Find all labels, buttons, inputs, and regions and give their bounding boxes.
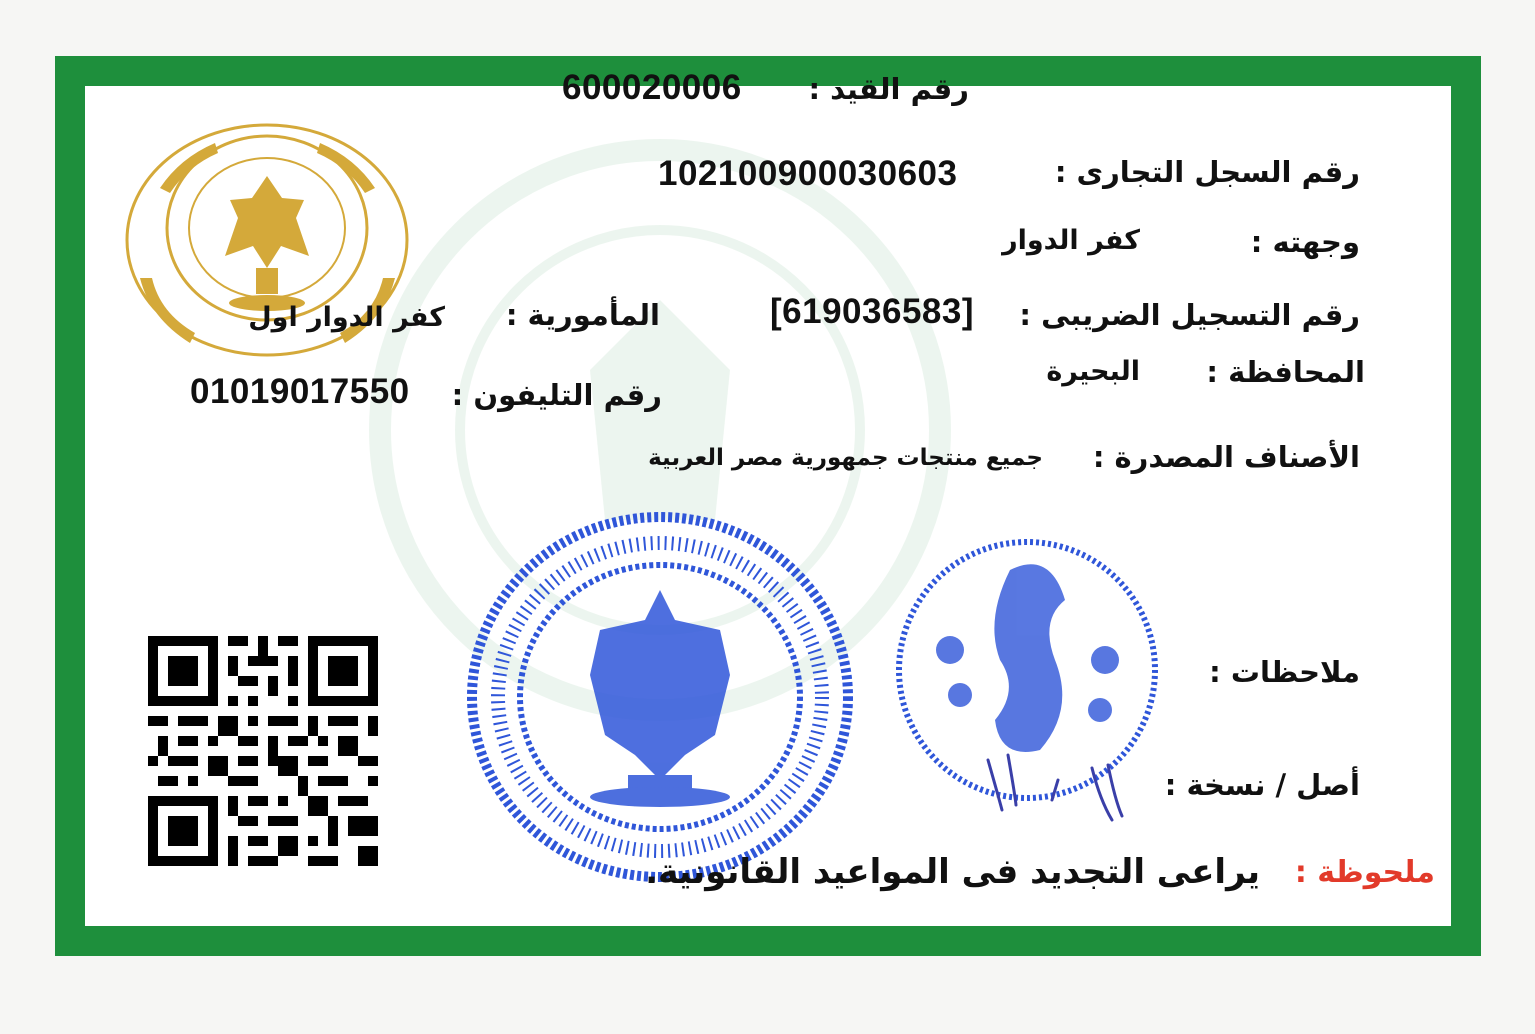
tax-office-value: كفر الدوار اول: [248, 302, 445, 333]
commercial-register-value: 102100900030603: [658, 154, 958, 193]
destination-value: كفر الدوار: [1002, 225, 1140, 256]
note-label: ملحوظة :: [1294, 855, 1435, 890]
remarks-label: ملاحظات :: [1209, 655, 1360, 689]
note-text: يراعى التجديد فى المواعيد القانونية.: [645, 852, 1260, 892]
tax-office-label: المأمورية :: [505, 298, 660, 332]
handwritten-signature: [980, 750, 1130, 830]
registration-no-value: 600020006: [562, 68, 742, 107]
original-copy-label: أصل / نسخة :: [1164, 768, 1360, 802]
commercial-register-label: رقم السجل التجارى :: [1054, 155, 1360, 189]
exported-items-value: جميع منتجات جمهورية مصر العربية: [648, 445, 1043, 471]
phone-value: 01019017550: [190, 372, 410, 411]
registration-no-label: رقم القيد :: [808, 72, 969, 106]
destination-label: وجهته :: [1250, 225, 1360, 259]
exported-items-label: الأصناف المصدرة :: [1092, 440, 1360, 474]
tax-registration-value: [619036583]: [770, 292, 974, 331]
phone-label: رقم التليفون :: [451, 378, 662, 412]
governorate-label: المحافظة :: [1206, 355, 1365, 389]
blue-official-stamp-icon: [460, 505, 860, 890]
qr-code-icon[interactable]: [148, 636, 378, 866]
tax-registration-label: رقم التسجيل الضريبى :: [1019, 298, 1360, 332]
governorate-value: البحيرة: [1046, 356, 1140, 387]
gold-eagle-seal-icon: [120, 118, 415, 378]
